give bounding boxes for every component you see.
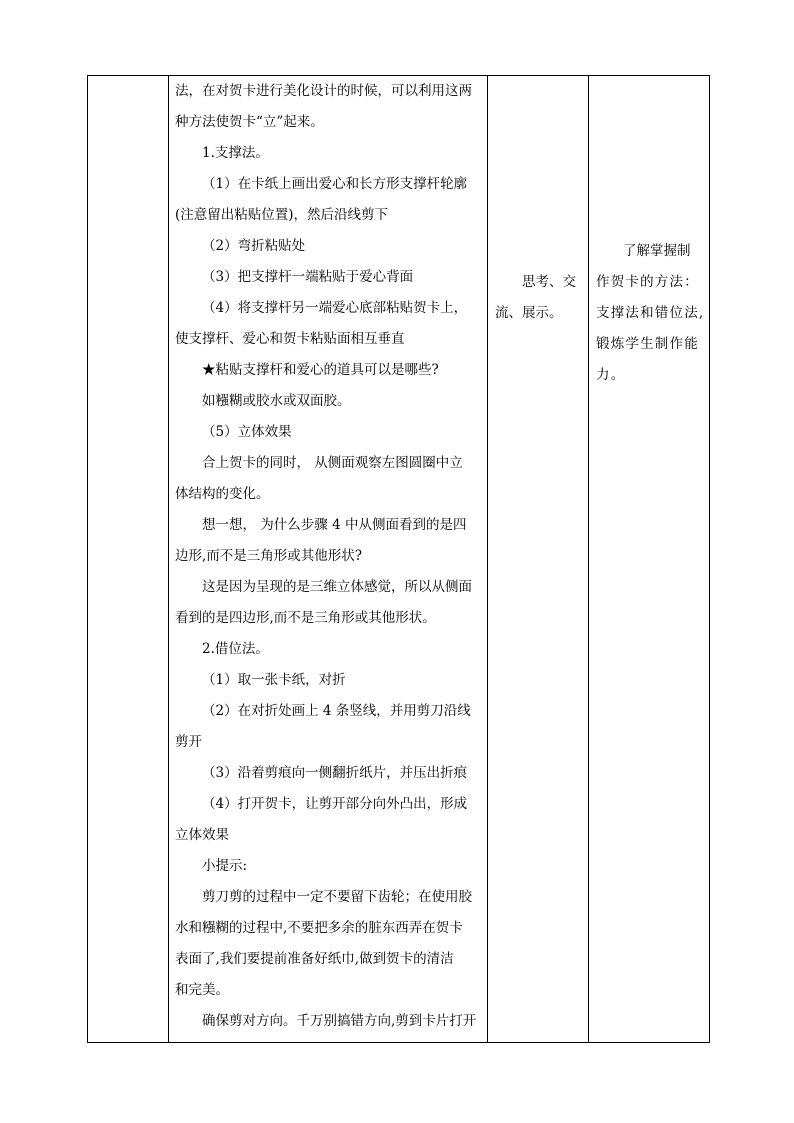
student-activity-cell <box>488 76 589 1043</box>
text-line: 剪刀剪的过程中一定不要留下齿轮；在使用胶 <box>202 889 472 905</box>
text-line: （2）在对折处画上 4 条竖线，并用剪刀沿线 <box>202 703 471 719</box>
text-line: 2.借位法。 <box>202 641 269 657</box>
text-line: 种方法使贺卡“立”起来。 <box>175 114 324 130</box>
text-line: (注意留出粘贴位置)，然后沿线剪下 <box>175 207 389 223</box>
text-line: （3）把支撑杆一端粘贴于爱心背面 <box>202 269 414 285</box>
text-line: 边形,而不是三角形或其他形状? <box>175 548 363 564</box>
text-line: 合上贺卡的同时， 从侧面观察左图圆圈中立 <box>202 455 463 471</box>
text-line: 体结构的变化。 <box>175 486 270 502</box>
text-line: （5）立体效果 <box>202 424 292 440</box>
text-line: 看到的是四边形,而不是三角形或其他形状。 <box>175 610 436 626</box>
text-line: 表面了,我们要提前准备好纸巾,做到贺卡的清洁 <box>175 951 454 967</box>
text-line: 1.支撑法。 <box>202 145 269 161</box>
text-line: 和完美。 <box>175 982 229 998</box>
text-line: 这是因为呈现的是三维立体感觉，所以从侧面 <box>202 579 472 595</box>
teaching-content-cell <box>169 76 488 1043</box>
design-intent-text <box>589 76 709 391</box>
text-line: 剪开 <box>175 734 202 750</box>
text-line: （1）取一张卡纸，对折 <box>202 672 346 688</box>
text-line: ★粘贴支撑杆和爱心的道具可以是哪些? <box>202 362 439 378</box>
text-line: 小提示: <box>202 858 248 874</box>
lesson-plan-table <box>87 75 710 1043</box>
empty-left-cell <box>88 76 169 1043</box>
text-line: 作贺卡的方法： <box>596 274 699 290</box>
text-line: 力。 <box>596 367 626 383</box>
text-line: 确保剪对方向。千万别搞错方向,剪到卡片打开 <box>202 1013 477 1029</box>
text-line: （3）沿着剪痕向一侧翻折纸片，并压出折痕 <box>202 765 468 781</box>
text-line: 使支撑杆、爱心和贺卡粘贴面相互垂直 <box>175 331 405 347</box>
text-line: 流、展示。 <box>495 305 563 321</box>
text-line: （2）弯折粘贴处 <box>202 238 306 254</box>
text-line: （4）将支撑杆另一端爱心底部粘贴贺卡上， <box>202 300 468 316</box>
design-intent-cell <box>589 76 710 1043</box>
text-line: （4）打开贺卡，让剪开部分向外凸出，形成 <box>202 796 468 812</box>
text-line: 立体效果 <box>175 827 229 843</box>
text-line: 想一想， 为什么步骤 4 中从侧面看到的是四 <box>202 517 467 533</box>
teaching-content-text <box>169 76 487 1037</box>
text-line: （1）在卡纸上画出爱心和长方形支撑杆轮廓 <box>202 176 468 192</box>
text-line: 如糨糊或胶水或双面胶。 <box>202 393 351 409</box>
text-line: 法，在对贺卡进行美化设计的时候，可以利用这两 <box>175 83 472 99</box>
student-activity-text <box>488 76 588 329</box>
table-row <box>88 76 710 1043</box>
text-line: 思考、交 <box>522 274 576 290</box>
text-line: 锻炼学生制作能 <box>596 336 699 352</box>
text-line: 支撑法和错位法, <box>596 305 705 321</box>
text-line: 水和糨糊的过程中,不要把多余的脏东西弄在贺卡 <box>175 920 463 936</box>
text-line: 了解掌握制 <box>623 243 691 259</box>
